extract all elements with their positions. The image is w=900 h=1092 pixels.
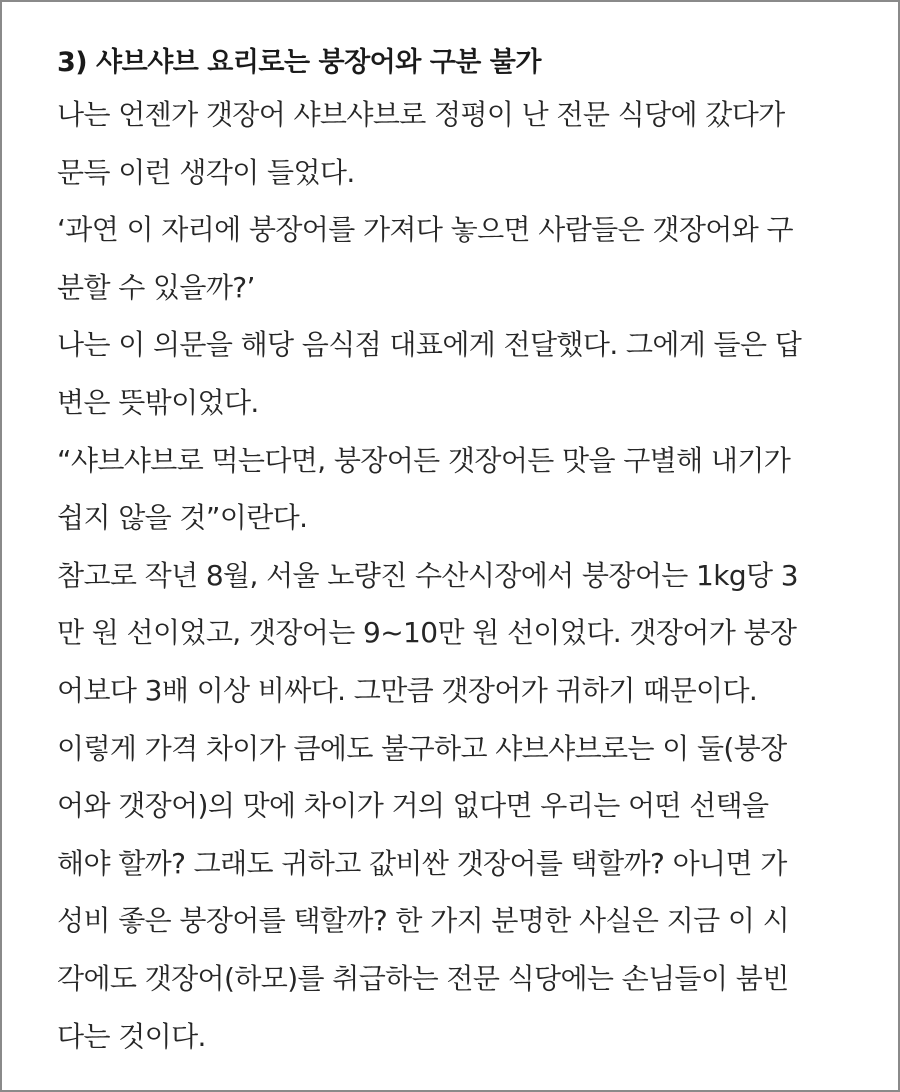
text-line: 문득 이런 생각이 들었다.: [57, 155, 355, 189]
text-line: 나는 이 의문을 해당 음식점 대표에게 전달했다. 그에게 들은 답: [57, 328, 802, 362]
text-line: 이렇게 가격 차이가 큼에도 불구하고 샤브샤브로는 이 둘(붕장: [57, 731, 787, 765]
text-line: 참고로 작년 8월, 서울 노량진 수산시장에서 붕장어는 1kg당 3: [57, 558, 798, 592]
text-line: 분할 수 있을까?’: [57, 270, 255, 304]
text-line: 어보다 3배 이상 비싸다. 그만큼 갯장어가 귀하기 때문이다.: [57, 673, 758, 707]
text-line: 쉽지 않을 것”이란다.: [57, 501, 308, 535]
text-line: ‘과연 이 자리에 붕장어를 가져다 놓으면 사람들은 갯장어와 구: [57, 213, 793, 247]
text-line: 어와 갯장어)의 맛에 차이가 거의 없다면 우리는 어떤 선택을: [57, 789, 769, 823]
text-line: 해야 할까? 그래도 귀하고 값비싼 갯장어를 택할까? 아니면 가: [57, 846, 787, 880]
text-line: 각에도 갯장어(하모)를 취급하는 전문 식당에는 손님들이 붐빈: [57, 961, 789, 995]
text-line: “샤브샤브로 먹는다면, 붕장어든 갯장어든 맛을 구별해 내기가: [57, 443, 791, 477]
text-line: 만 원 선이었고, 갯장어는 9~10만 원 선이었다. 갯장어가 붕장: [57, 616, 797, 650]
section-heading: 3) 샤브샤브 요리로는 붕장어와 구분 불가: [57, 47, 541, 78]
text-line: 변은 뜻밖이었다.: [57, 385, 259, 419]
text-line: 다는 것이다.: [57, 1019, 206, 1053]
text-line: 나는 언젠가 갯장어 샤브샤브로 정평이 난 전문 식당에 갔다가: [57, 98, 785, 131]
text-line: 성비 좋은 붕장어를 택할까? 한 가지 분명한 사실은 지금 이 시: [57, 904, 790, 938]
article-body: [57, 40, 857, 1065]
